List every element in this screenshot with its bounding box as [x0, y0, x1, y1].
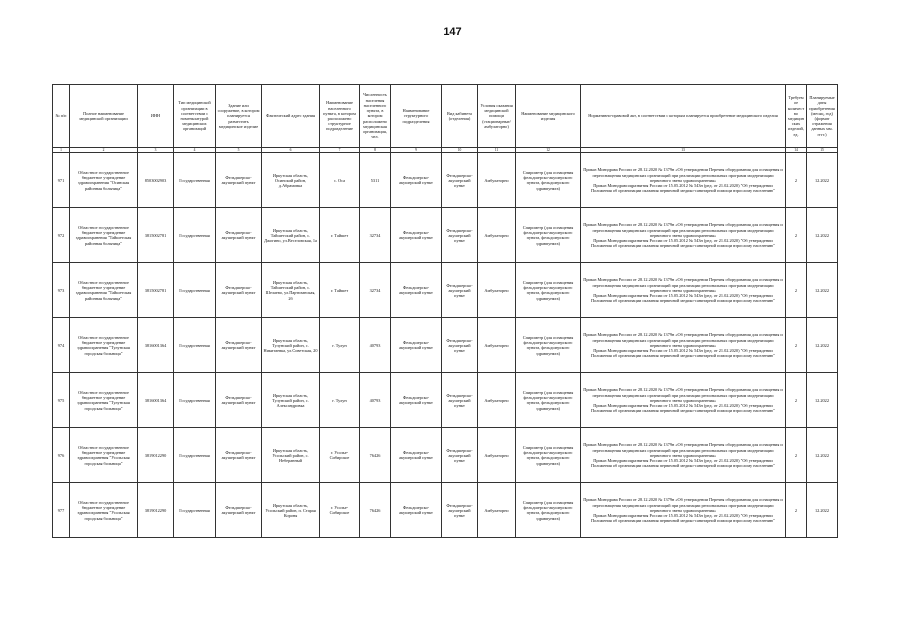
legal-act — [581, 153, 786, 208]
table-row — [53, 153, 838, 208]
row-number: 971 — [53, 153, 70, 208]
column-header: Наименование медицинского изделия — [516, 85, 581, 148]
org-name: Областное государственное бюджетное учреждение здравоохранения "Усольская городская больница" — [70, 428, 138, 483]
legal-act-line: Приказ Минздрава России от 28.12.2020 № 1379н «Об утверждении Перечня оборудования для оснащения и переоснащения медицинских организаций при реализации региональных программ модернизации первичного звена здравоохранения» — [583, 167, 783, 183]
org-name: Областное государственное бюджетное учреждение здравоохранения "Усольская городская больница" — [70, 483, 138, 538]
unit: Фельдшерско-акушерский пункт — [391, 428, 442, 483]
device-name: Спирометр (для оснащения фельдшерско-акушерского пункта, фельдшерского здравпункта) — [516, 263, 581, 318]
column-number: 10 — [442, 148, 478, 153]
building: Фельдшерско-акушерский пункт — [216, 483, 262, 538]
room-type: Фельдшерско-акушерский пункт — [442, 373, 478, 428]
device-name: Спирометр (для оснащения фельдшерско-акушерского пункта, фельдшерского здравпункта) — [516, 483, 581, 538]
population: 32734 — [360, 263, 391, 318]
conditions: Амбулаторно — [478, 263, 516, 318]
column-header: ИНН — [138, 85, 174, 148]
column-number: 5 — [216, 148, 262, 153]
legal-act-line: Приказ Минздравсоцразвития России от 15.05.2012 № 543н (ред. от 21.02.2020) "Об утверждении Положения об организации оказания первичной медико-санитарной помощи взрослому населению" — [591, 347, 775, 359]
registry-table — [52, 84, 838, 538]
inn: 3815002781 — [138, 208, 174, 263]
column-header: Тип медицинской организации в соответствии с номенклатурой медицинских организаций — [174, 85, 216, 148]
column-number: 3 — [138, 148, 174, 153]
address: Иркутская область, Тайшетский район, с. Шелаево, ул.Партизанская, 2б — [262, 263, 320, 318]
building: Фельдшерско-акушерский пункт — [216, 208, 262, 263]
legal-act-line: Приказ Минздрава России от 28.12.2020 № 1379н «Об утверждении Перечня оборудования для оснащения и переоснащения медицинских организаций при реализации региональных программ модернизации первичного звена здравоохранения» — [583, 387, 783, 403]
building: Фельдшерско-акушерский пункт — [216, 153, 262, 208]
settlement: г. Усолье-Сибирское — [320, 483, 360, 538]
column-number: 1 — [53, 148, 70, 153]
planned-date: 12.2022 — [807, 153, 838, 208]
org-name: Областное государственное бюджетное учреждение здравоохранения "Тулунская городская больница" — [70, 373, 138, 428]
device-name: Спирометр (для оснащения фельдшерско-акушерского пункта, фельдшерского здравпункта) — [516, 373, 581, 428]
inn: 3819012290 — [138, 428, 174, 483]
table-row — [53, 263, 838, 318]
legal-act — [581, 483, 786, 538]
planned-date: 12.2022 — [807, 373, 838, 428]
org-type: Государственная — [174, 263, 216, 318]
column-number: 12 — [516, 148, 581, 153]
inn: 3815002781 — [138, 263, 174, 318]
unit: Фельдшерско-акушерский пункт — [391, 263, 442, 318]
quantity: 2 — [786, 318, 807, 373]
address: Иркутская область, Осинский район, д.Абрамовка — [262, 153, 320, 208]
settlement: г. Тайшет — [320, 263, 360, 318]
column-header: № п/п — [53, 85, 70, 148]
column-header: Нормативно-правовой акт, в соответствии с которым планируется приобретение медицинского изделия — [581, 85, 786, 148]
legal-act-line: Приказ Минздравсоцразвития России от 15.05.2012 № 543н (ред. от 21.02.2020) "Об утверждении Положения об организации оказания первичной медико-санитарной помощи взрослому населению" — [591, 512, 775, 524]
column-number: 8 — [360, 148, 391, 153]
inn: 8503002903 — [138, 153, 174, 208]
legal-act — [581, 263, 786, 318]
inn: 3816001364 — [138, 318, 174, 373]
address: Иркутская область, Тулунский район, с. Александровка — [262, 373, 320, 428]
table-row — [53, 428, 838, 483]
room-type: Фельдшерско-акушерский пункт — [442, 428, 478, 483]
row-number: 977 — [53, 483, 70, 538]
column-header: Фактический адрес здания — [262, 85, 320, 148]
address: Иркутская область, Усольский район, с. Неберанный — [262, 428, 320, 483]
column-number: 7 — [320, 148, 360, 153]
quantity: 2 — [786, 153, 807, 208]
quantity: 2 — [786, 428, 807, 483]
column-number: 2 — [70, 148, 138, 153]
device-name: Спирометр (для оснащения фельдшерско-акушерского пункта, фельдшерского здравпункта) — [516, 428, 581, 483]
table-row — [53, 208, 838, 263]
legal-act-line: Приказ Минздрава России от 28.12.2020 № 1379н «Об утверждении Перечня оборудования для оснащения и переоснащения медицинских организаций при реализации региональных программ модернизации первичного звена здравоохранения» — [583, 277, 783, 293]
legal-act-line: Приказ Минздравсоцразвития России от 15.05.2012 № 543н (ред. от 21.02.2020) "Об утверждении Положения об организации оказания первичной медико-санитарной помощи взрослому населению" — [591, 402, 775, 414]
legal-act-line: Приказ Минздравсоцразвития России от 15.05.2012 № 543н (ред. от 21.02.2020) "Об утверждении Положения об организации оказания первичной медико-санитарной помощи взрослому населению" — [591, 457, 775, 469]
header-row — [53, 85, 838, 148]
legal-act-line: Приказ Минздрава России от 28.12.2020 № 1379н «Об утверждении Перечня оборудования для оснащения и переоснащения медицинских организаций при реализации региональных программ модернизации первичного звена здравоохранения» — [583, 222, 783, 238]
column-number: 15 — [807, 148, 838, 153]
conditions: Амбулаторно — [478, 318, 516, 373]
building: Фельдшерско-акушерский пункт — [216, 263, 262, 318]
table-row — [53, 483, 838, 538]
population: 76426 — [360, 428, 391, 483]
population: 5311 — [360, 153, 391, 208]
org-name: Областное государственное бюджетное учреждение здравоохранения "Тайшетская районная больница" — [70, 208, 138, 263]
org-type: Государственная — [174, 483, 216, 538]
legal-act — [581, 318, 786, 373]
table-row — [53, 318, 838, 373]
page-number: 147 — [443, 26, 462, 38]
unit: Фельдшерско-акушерский пункт — [391, 208, 442, 263]
building: Фельдшерско-акушерский пункт — [216, 318, 262, 373]
device-name: Спирометр (для оснащения фельдшерско-акушерского пункта, фельдшерского здравпункта) — [516, 208, 581, 263]
org-name: Областное государственное бюджетное учреждение здравоохранения "Осинская районная больница" — [70, 153, 138, 208]
settlement: г. Тулун — [320, 318, 360, 373]
quantity: 2 — [786, 483, 807, 538]
settlement: г. Усолье-Сибирское — [320, 428, 360, 483]
table-row — [53, 373, 838, 428]
org-type: Государственная — [174, 153, 216, 208]
quantity: 2 — [786, 373, 807, 428]
unit: Фельдшерско-акушерский пункт — [391, 153, 442, 208]
device-name: Спирометр (для оснащения фельдшерско-акушерского пункта, фельдшерского здравпункта) — [516, 153, 581, 208]
conditions: Амбулаторно — [478, 428, 516, 483]
population: 40793 — [360, 373, 391, 428]
column-header: Вид кабинета (отделения) — [442, 85, 478, 148]
column-header: Наименование населенного пункта, в котором расположено структурное подразделение — [320, 85, 360, 148]
population: 40793 — [360, 318, 391, 373]
unit: Фельдшерско-акушерский пункт — [391, 483, 442, 538]
legal-act-line: Приказ Минздравсоцразвития России от 15.05.2012 № 543н (ред. от 21.02.2020) "Об утверждении Положения об организации оказания первичной медико-санитарной помощи взрослому населению" — [591, 237, 775, 249]
legal-act-line: Приказ Минздравсоцразвития России от 15.05.2012 № 543н (ред. от 21.02.2020) "Об утверждении Положения об организации оказания первичной медико-санитарной помощи взрослому населению" — [591, 292, 775, 304]
settlement: с. Оса — [320, 153, 360, 208]
legal-act — [581, 373, 786, 428]
quantity: 2 — [786, 208, 807, 263]
column-header: Условия оказания медицинской помощи (стационарные/амбулаторно) — [478, 85, 516, 148]
column-header: Планируемые даты приобретения (месяц, год) (формат отражения данных мм. гггг.) — [807, 85, 838, 148]
row-number: 972 — [53, 208, 70, 263]
row-number: 973 — [53, 263, 70, 318]
column-header: Здание или сооружение, в котором планируется разместить медицинское изделие — [216, 85, 262, 148]
planned-date: 12.2022 — [807, 483, 838, 538]
conditions: Амбулаторно — [478, 373, 516, 428]
column-number: 11 — [478, 148, 516, 153]
org-name: Областное государственное бюджетное учреждение здравоохранения "Тулунская городская больница" — [70, 318, 138, 373]
legal-act — [581, 428, 786, 483]
building: Фельдшерско-акушерский пункт — [216, 428, 262, 483]
room-type: Фельдшерско-акушерский пункт — [442, 208, 478, 263]
column-header: Численность населения населенного пункта, в котором расположено медицинская организация, чел. — [360, 85, 391, 148]
unit: Фельдшерско-акушерский пункт — [391, 318, 442, 373]
conditions: Амбулаторно — [478, 153, 516, 208]
conditions: Амбулаторно — [478, 483, 516, 538]
legal-act-line: Приказ Минздрава России от 28.12.2020 № 1379н «Об утверждении Перечня оборудования для оснащения и переоснащения медицинских организаций при реализации региональных программ модернизации первичного звена здравоохранения» — [583, 497, 783, 513]
org-type: Государственная — [174, 318, 216, 373]
column-number: 9 — [391, 148, 442, 153]
row-number: 976 — [53, 428, 70, 483]
row-number: 974 — [53, 318, 70, 373]
settlement: г. Тайшет — [320, 208, 360, 263]
device-name: Спирометр (для оснащения фельдшерско-акушерского пункта, фельдшерского здравпункта) — [516, 318, 581, 373]
column-number: 13 — [581, 148, 786, 153]
address: Иркутская область, Тайшетский район, с. Джогино, ул.Веселовская, 1а — [262, 208, 320, 263]
inn: 3816001364 — [138, 373, 174, 428]
building: Фельдшерско-акушерский пункт — [216, 373, 262, 428]
legal-act-line: Приказ Минздрава России от 28.12.2020 № 1379н «Об утверждении Перечня оборудования для оснащения и переоснащения медицинских организаций при реализации региональных программ модернизации первичного звена здравоохранения» — [583, 332, 783, 348]
column-header: Полное наименование медицинской организации — [70, 85, 138, 148]
column-number: 14 — [786, 148, 807, 153]
room-type: Фельдшерско-акушерский пункт — [442, 483, 478, 538]
planned-date: 12.2022 — [807, 318, 838, 373]
column-header: Наименование структурного подразделения — [391, 85, 442, 148]
quantity: 2 — [786, 263, 807, 318]
org-type: Государственная — [174, 373, 216, 428]
room-type: Фельдшерско-акушерский пункт — [442, 153, 478, 208]
org-name: Областное государственное бюджетное учреждение здравоохранения "Тайшетская районная больница" — [70, 263, 138, 318]
legal-act-line: Приказ Минздрава России от 28.12.2020 № 1379н «Об утверждении Перечня оборудования для оснащения и переоснащения медицинских организаций при реализации региональных программ модернизации первичного звена здравоохранения» — [583, 442, 783, 458]
org-type: Государственная — [174, 208, 216, 263]
address: Иркутская область, Усольский район, п. Старая Короня — [262, 483, 320, 538]
row-number: 975 — [53, 373, 70, 428]
unit: Фельдшерско-акушерский пункт — [391, 373, 442, 428]
planned-date: 12.2022 — [807, 263, 838, 318]
conditions: Амбулаторно — [478, 208, 516, 263]
inn: 3819012290 — [138, 483, 174, 538]
column-number: 6 — [262, 148, 320, 153]
population: 32734 — [360, 208, 391, 263]
legal-act — [581, 208, 786, 263]
settlement: г. Тулун — [320, 373, 360, 428]
address: Иркутская область, Тулунский район, с. Никитаевка, ул.Советская, 20 — [262, 318, 320, 373]
population: 76426 — [360, 483, 391, 538]
column-number: 4 — [174, 148, 216, 153]
planned-date: 12.2022 — [807, 208, 838, 263]
legal-act-line: Приказ Минздравсоцразвития России от 15.05.2012 № 543н (ред. от 21.02.2020) "Об утверждении Положения об организации оказания первичной медико-санитарной помощи взрослому населению" — [591, 182, 775, 194]
org-type: Государственная — [174, 428, 216, 483]
column-header: Требуемое количество медицинских изделий, ед. — [786, 85, 807, 148]
room-type: Фельдшерско-акушерский пункт — [442, 263, 478, 318]
room-type: Фельдшерско-акушерский пункт — [442, 318, 478, 373]
planned-date: 12.2022 — [807, 428, 838, 483]
